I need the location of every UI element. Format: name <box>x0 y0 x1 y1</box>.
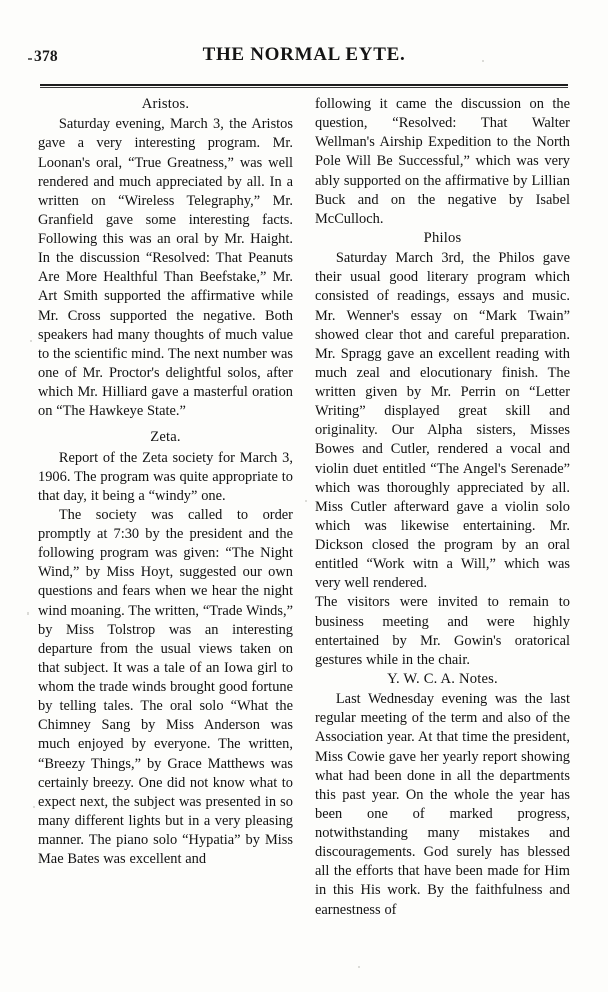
scan-artifact <box>358 966 360 968</box>
section-heading-aristos: Aristos. <box>141 96 190 112</box>
running-head <box>0 44 608 78</box>
right-column <box>315 95 570 920</box>
paragraph: Last Wednesday evening was the last regular meeting of the term and also of the Association year. At that time the president, Miss Cowie gave her yearly report showing what had been done in all the departments this past year. On the whole the year has been one of marked progress, notwithstanding many mistakes and discouragements. God surely has blessed all the efforts that have been made for Him in this His work. By the faithfulness and earnestness of <box>315 691 570 918</box>
paragraph: following it came the discussion on the question, “Resolved: That Walter Wellman's Airship Expedition to the North Pole Will Be Successful,” which was very ably supported on the affirmative by Lillian Buck and on the negative by Isabel McCulloch. <box>315 96 570 227</box>
header-rule-thick <box>40 84 568 86</box>
header-rule-thin <box>40 87 568 88</box>
paragraph: The visitors were invited to remain to business meeting and were highly entertained by Mr. Gowin's oratorical gestures while in the chair. <box>315 594 570 668</box>
scan-artifact <box>27 612 29 615</box>
scan-artifact <box>33 806 35 808</box>
paragraph: Saturday evening, March 3, the Aristos gave a very interesting program. Mr. Loonan's oral, “True Greatness,” was well rendered and much appreciated by all. In a written on “Wireless Telegraphy,” Mr. Granfield gave some interesting facts. Following this was an oral by Mr. Haight. In the discussion “Resolved: That Peanuts Are More Healthful Than Beefstake,” Mr. Art Smith supported the affirmative while Mr. Cross supported the negative. Both speakers had many thoughts of much value to the scientific mind. The next number was one of Mr. Proctor's delightful solos, after which Mr. Hilliard gave a masterful oration on “The Hawkeye State.” <box>38 116 293 420</box>
header-rule <box>40 84 568 89</box>
section-heading-philos: Philos <box>423 229 462 246</box>
page-number: 378 <box>34 48 58 65</box>
publication-title: THE NORMAL EYTE. <box>202 44 406 65</box>
paragraph: Saturday March 3rd, the Philos gave their usual good literary program which consisted of readings, essays and music. Mr. Wenner's essay on “Mark Twain” showed clear thot and careful preparation. Mr. Spragg gave an excellent reading with much zeal and elocutionary finish. The written given by Mr. Perrin on “Letter Writing” displayed great skill and originality. Our Alpha sisters, Misses Bowes and Cutler, rendered a vocal and violin duet entitled “The Angel's Serenade” which was thoroughly appreciated by all. Miss Cutler afterward gave a violin solo which was likewise entertaining. Mr. Dickson closed the program by an oral entitled “Work witn a Will,” which was very well rendered. <box>315 250 570 592</box>
scan-artifact <box>30 340 32 342</box>
left-column <box>38 95 293 920</box>
section-heading-ywca-notes: Y. W. C. A. Notes. <box>387 670 498 687</box>
text-columns <box>38 95 570 920</box>
paragraph: Report of the Zeta society for March 3, 1906. The program was quite appropriate to that day, it being a “windy” one. <box>38 449 293 504</box>
section-heading-zeta: Zeta. <box>150 429 181 446</box>
paragraph: The society was called to order promptly at 7:30 by the president and the following program was given: “The Night Wind,” by Miss Hoyt, suggested our own questions and fears when we hear the night wind moaning. The written, “Trade Winds,” by Miss Tolstrop was an interesting departure from the usual views taken on that subject. It was a tale of an Iowa girl to whom the trade winds brought good fortune by telling tales. The oral solo “What the Chimney Sang by Miss Anderson was much enjoyed by everyone. The written, “Breezy Things,” by Grace Matthews was certainly breezy. One did not know what to expect next, the subject was presented in so many different lights but in a very pleasing manner. The piano solo “Hypatia” by Miss Mae Bates was excellent and <box>38 506 293 868</box>
